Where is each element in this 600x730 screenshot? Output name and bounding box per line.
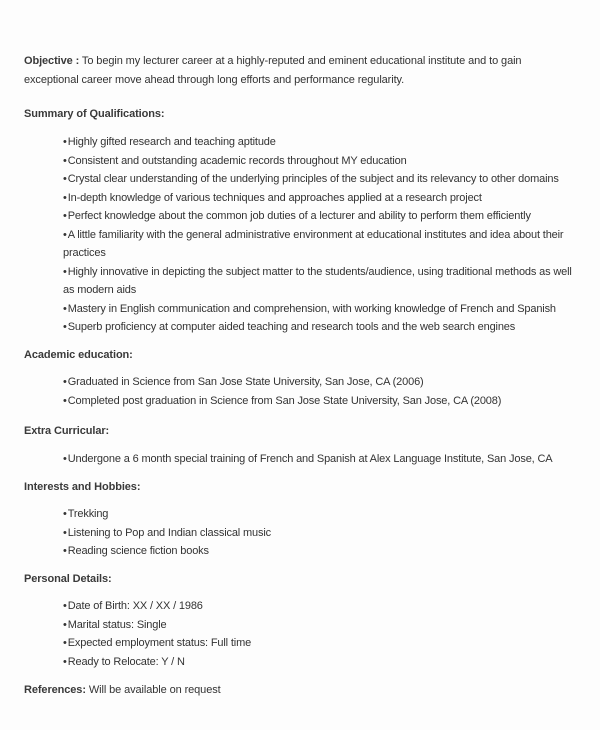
- education-list: [63, 373, 583, 410]
- extra-curricular-heading: Extra Curricular:: [24, 425, 110, 437]
- list-item: • Crystal clear understanding of the underlying principles of the subject and its relevancy to other domains: [63, 170, 583, 189]
- references-text: Will be available on request: [88, 684, 221, 696]
- list-item: • A little familiarity with the general administrative environment at educational institutes and idea about their practices: [63, 226, 583, 263]
- list-item: • Marital status: Single: [63, 616, 583, 635]
- objective-section: [24, 52, 572, 90]
- objective-label: Objective :: [24, 55, 80, 67]
- references-section: [24, 684, 221, 696]
- objective-text: To begin my lecturer career at a highly-reputed and eminent educational institute and to gain exceptional career move ahead through long efforts and performance regularity.: [24, 55, 522, 86]
- list-item: • Date of Birth: XX / XX / 1986: [63, 597, 583, 616]
- list-item: • Consistent and outstanding academic records throughout MY education: [63, 152, 583, 171]
- references-label: References:: [24, 684, 86, 696]
- list-item: • Superb proficiency at computer aided teaching and research tools and the web search engines: [63, 318, 583, 337]
- list-item: • Graduated in Science from San Jose State University, San Jose, CA (2006): [63, 373, 583, 392]
- list-item: • Trekking: [63, 505, 583, 524]
- list-item: • Expected employment status: Full time: [63, 634, 583, 653]
- list-item: • In-depth knowledge of various techniques and approaches applied at a research project: [63, 189, 583, 208]
- interests-list: [63, 505, 583, 561]
- interests-heading: Interests and Hobbies:: [24, 481, 141, 493]
- list-item: • Completed post graduation in Science from San Jose State University, San Jose, CA (2008): [63, 392, 583, 411]
- list-item: • Reading science fiction books: [63, 542, 583, 561]
- qualifications-list: [63, 133, 583, 337]
- list-item: • Highly gifted research and teaching aptitude: [63, 133, 583, 152]
- personal-details-heading: Personal Details:: [24, 573, 112, 585]
- list-item: • Mastery in English communication and comprehension, with working knowledge of French and Spanish: [63, 300, 583, 319]
- list-item: • Listening to Pop and Indian classical music: [63, 524, 583, 543]
- list-item: • Undergone a 6 month special training of French and Spanish at Alex Language Institute, San Jose, CA: [63, 450, 583, 469]
- qualifications-heading: Summary of Qualifications:: [24, 108, 165, 120]
- list-item: • Highly innovative in depicting the subject matter to the students/audience, using traditional methods as well as modern aids: [63, 263, 583, 300]
- extra-curricular-list: [63, 450, 583, 469]
- personal-details-list: [63, 597, 583, 671]
- education-heading: Academic education:: [24, 349, 133, 361]
- list-item: • Ready to Relocate: Y / N: [63, 653, 583, 672]
- list-item: • Perfect knowledge about the common job duties of a lecturer and ability to perform them efficiently: [63, 207, 583, 226]
